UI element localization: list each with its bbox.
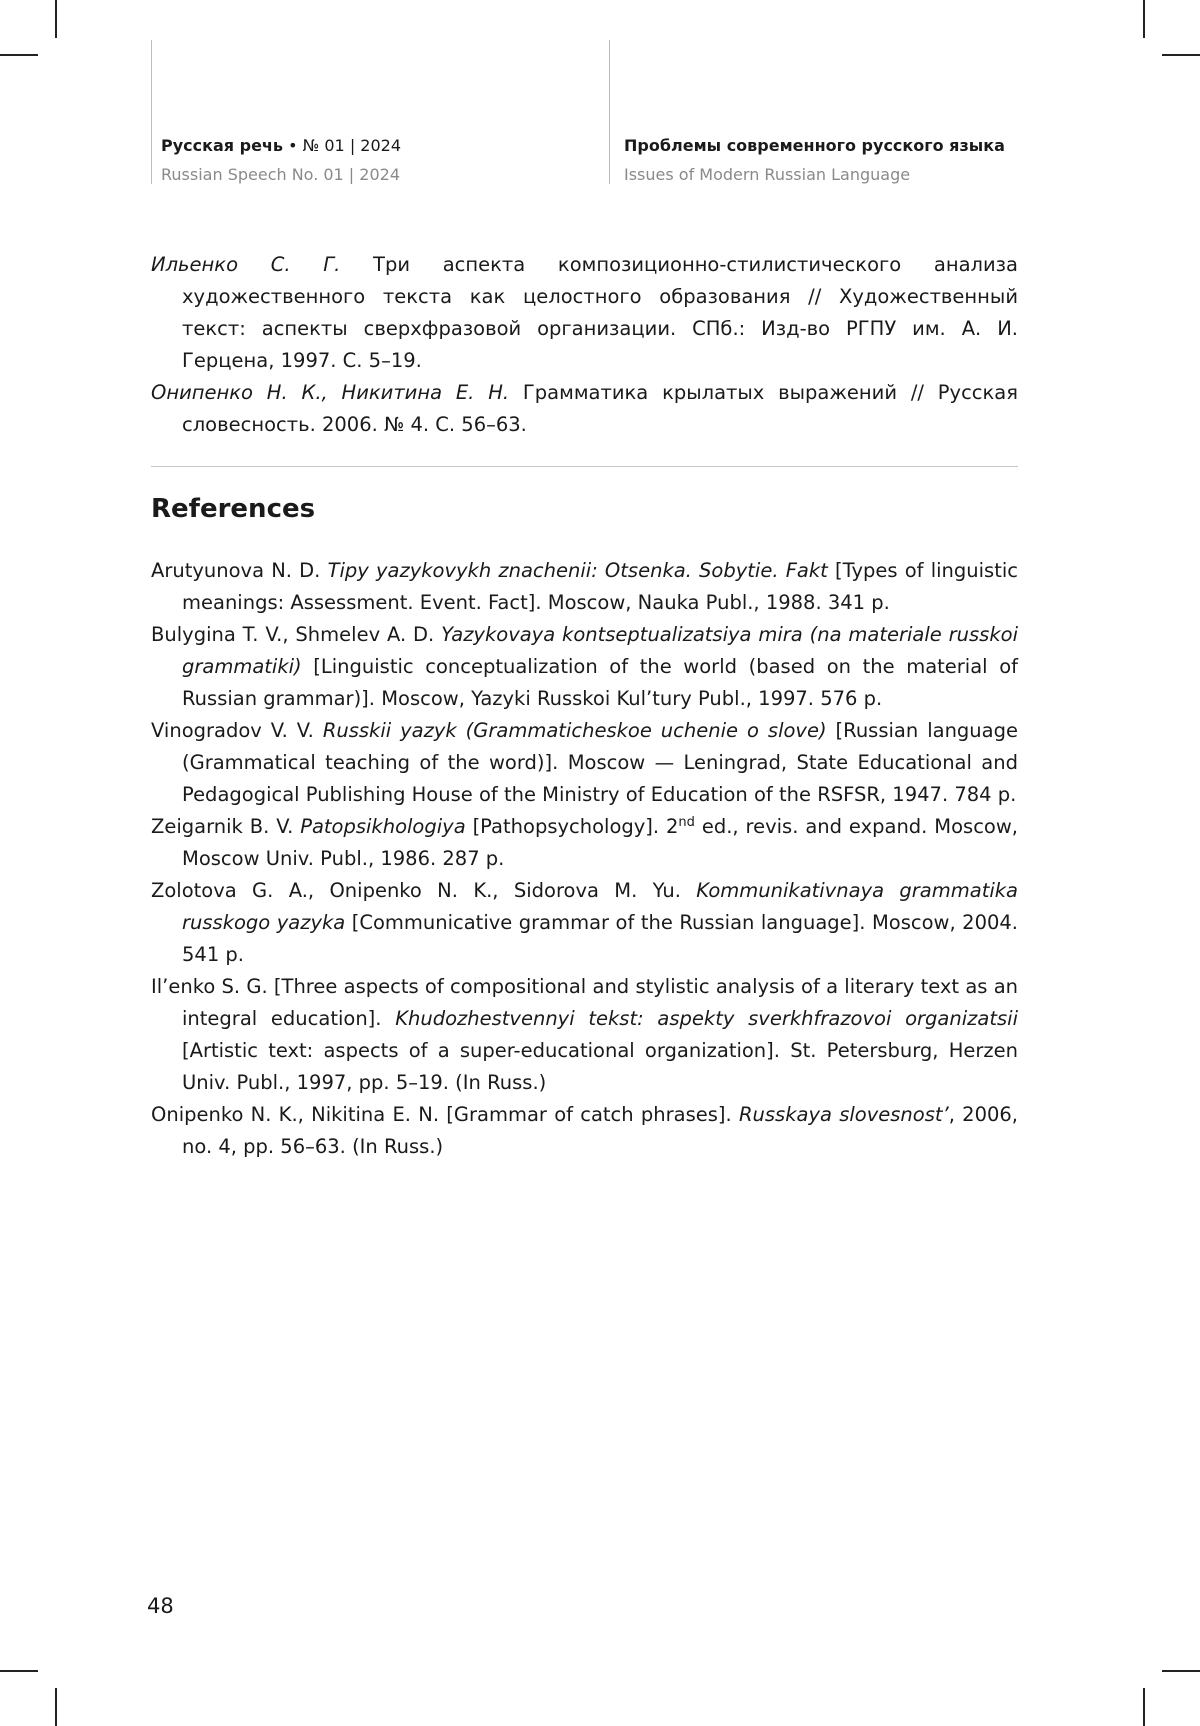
- ref-details-cont: ed., revis. and expand. Moscow, Moscow Univ. Publ., 1986. 287 p.: [182, 815, 1018, 870]
- ref-details: [Communicative grammar of the Russian language]. Moscow, 2004. 541 p.: [182, 911, 1018, 966]
- ref-authors: Zolotova G. A., Onipenko N. K., Sidorova M. Yu.: [151, 879, 697, 902]
- ref-title: Patopsikhologiya: [300, 815, 466, 838]
- ref-title: Kommunikativnaya grammatika russkogo yazyka: [182, 879, 1018, 934]
- crop-mark-bottom-left-v: [55, 1688, 57, 1726]
- section-divider: [151, 466, 1018, 467]
- journal-issue: • № 01 | 2024: [283, 136, 402, 155]
- header-section-title: Проблемы современного русского языка: [624, 136, 1005, 155]
- ref-authors: Онипенко Н. К., Никитина Е. Н.: [151, 381, 510, 404]
- ref-title: Russkaya slovesnost’: [738, 1103, 949, 1126]
- header-journal-subtitle: Russian Speech No. 01 | 2024: [161, 165, 400, 184]
- header-journal: [161, 131, 401, 189]
- references-heading: References: [151, 494, 316, 524]
- ref-authors: Zeigarnik B. V.: [151, 815, 301, 838]
- list-item: [151, 377, 1018, 441]
- header-section-subtitle: Issues of Modern Russian Language: [624, 165, 911, 184]
- crop-mark-top-left-h: [0, 54, 38, 56]
- ref-authors: Arutyunova N. D.: [151, 559, 328, 582]
- list-item: [151, 1099, 1018, 1163]
- ref-title: Khudozhestvennyi tekst: aspekty sverkhfrazovoi organizatsii: [395, 1007, 1018, 1030]
- list-item: [151, 249, 1018, 377]
- list-item: [151, 811, 1018, 875]
- russian-references-list: [151, 249, 1018, 441]
- ref-authors: Onipenko N. K., Nikitina E. N. [Grammar of catch phrases].: [151, 1103, 739, 1126]
- list-item: [151, 555, 1018, 619]
- crop-mark-bottom-left-h: [0, 1670, 38, 1672]
- ref-title: Yazykovaya kontseptualizatsiya mira (na materiale russkoi grammatiki): [182, 623, 1018, 678]
- header-rule-right: [609, 40, 610, 184]
- crop-mark-top-right-h: [1162, 54, 1200, 56]
- journal-name: Русская речь: [161, 136, 284, 155]
- ref-details: [Linguistic conceptualization of the world (based on the material of Russian grammar)]. Moscow, Yazyki Russkoi Kul’tury Publ., 1997. 576 p.: [182, 655, 1018, 710]
- page-number: 48: [147, 1594, 174, 1618]
- ref-details: [Pathopsychology]. 2: [465, 815, 679, 838]
- references-list: [151, 555, 1018, 1163]
- ref-details: , 2006, no. 4, pp. 56–63. (In Russ.): [182, 1103, 1018, 1158]
- header-journal-title: [161, 131, 401, 160]
- crop-mark-top-left-v: [55, 0, 57, 38]
- ref-authors: Il’enko S. G. [Three aspects of compositional and stylistic analysis of a literary text as an integral education].: [151, 975, 1018, 1030]
- ref-authors: Bulygina T. V., Shmelev A. D.: [151, 623, 442, 646]
- ref-superscript: nd: [678, 815, 695, 830]
- ref-details: [Artistic text: aspects of a super-educational organization]. St. Petersburg, Herzen Univ. Publ., 1997, pp. 5–19. (In Russ.): [182, 1039, 1018, 1094]
- ref-title: Tipy yazykovykh znachenii: Otsenka. Sobytie. Fakt: [327, 559, 828, 582]
- ref-authors: Ильенко С. Г.: [151, 253, 341, 276]
- list-item: [151, 715, 1018, 811]
- list-item: [151, 875, 1018, 971]
- ref-authors: Vinogradov V. V.: [151, 719, 323, 742]
- ref-details: [Russian language (Grammatical teaching of the word)]. Moscow — Leningrad, State Educational and Pedagogical Publishing House of the Ministry of Education of the RSFSR, 1947. 784 p.: [182, 719, 1018, 806]
- crop-mark-top-right-v: [1143, 0, 1145, 38]
- ref-details: [Types of linguistic meanings: Assessment. Event. Fact]. Moscow, Nauka Publ., 1988. 341 p.: [182, 559, 1018, 614]
- ref-text: Грамматика крылатых выражений // Русская словесность. 2006. № 4. С. 56–63.: [182, 381, 1018, 436]
- ref-text: Три аспекта композиционно-стилистического анализа художественного текста как целостного образования // Художественный текст: аспекты сверхфразовой организации. СПб.: Изд-во РГПУ им. А. И. Герцена, 1997. С. 5–19.: [182, 253, 1018, 372]
- crop-mark-bottom-right-v: [1143, 1688, 1145, 1726]
- ref-title: Russkii yazyk (Grammaticheskoe uchenie o slove): [322, 719, 827, 742]
- header-rule-left: [151, 40, 152, 184]
- list-item: [151, 971, 1018, 1099]
- list-item: [151, 619, 1018, 715]
- header-section: [624, 131, 1005, 189]
- crop-mark-bottom-right-h: [1162, 1670, 1200, 1672]
